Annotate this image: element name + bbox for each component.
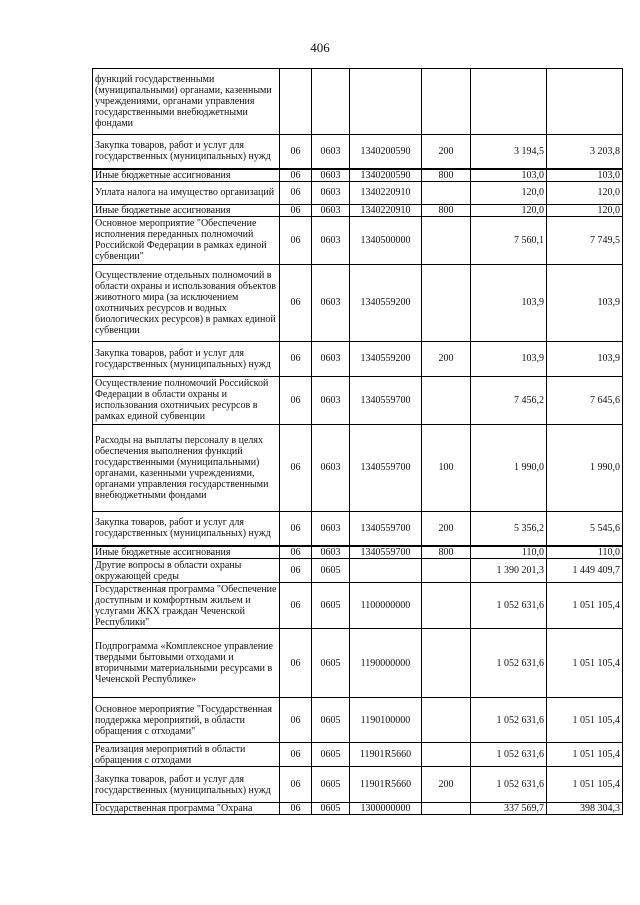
row-expense-type [422,803,471,815]
row-amount-year-2: 103,9 [547,341,623,376]
row-subsection: 0603 [312,181,350,204]
row-name: Государственная программа "Охрана [93,803,280,815]
row-target-code: 1340220910 [350,181,422,204]
row-amount-year-1 [471,69,547,135]
row-subsection: 0603 [312,546,350,559]
row-amount-year-2 [547,69,623,135]
row-amount-year-1: 103,0 [471,169,547,182]
row-name: Иные бюджетные ассигнования [93,546,280,559]
table-row [93,181,623,204]
row-target-code: 1340559200 [350,341,422,376]
row-name: Закупка товаров, работ и услуг для государственных (муниципальных) нужд [93,511,280,546]
row-target-code: 1100000000 [350,583,422,629]
row-section [280,69,312,135]
row-amount-year-1: 3 194,5 [471,135,547,169]
row-expense-type: 200 [422,135,471,169]
row-amount-year-1: 120,0 [471,181,547,204]
row-expense-type [422,583,471,629]
row-amount-year-1: 1 052 631,6 [471,629,547,698]
row-amount-year-2: 103,9 [547,264,623,341]
row-name: Государственная программа "Обеспечение доступным и комфортным жильем и услугами ЖКХ граждан Чеченской Республики" [93,583,280,629]
row-target-code: 1340200590 [350,169,422,182]
row-subsection: 0603 [312,376,350,424]
row-section: 06 [280,216,312,264]
row-amount-year-1: 7 456,2 [471,376,547,424]
row-subsection: 0603 [312,511,350,546]
row-amount-year-1: 1 990,0 [471,424,547,511]
row-expense-type [422,69,471,135]
row-target-code: 1340200590 [350,135,422,169]
row-amount-year-2: 120,0 [547,181,623,204]
row-expense-type [422,559,471,583]
row-amount-year-1: 1 052 631,6 [471,743,547,767]
row-target-code: 11901R5660 [350,743,422,767]
row-expense-type [422,376,471,424]
row-section: 06 [280,511,312,546]
row-name: Реализация мероприятий в области обращения с отходами [93,743,280,767]
row-subsection: 0605 [312,559,350,583]
table-row [93,629,623,698]
row-target-code: 1340220910 [350,204,422,216]
row-expense-type [422,698,471,743]
row-amount-year-2: 1 051 105,4 [547,583,623,629]
row-amount-year-2: 1 051 105,4 [547,743,623,767]
row-amount-year-1: 1 390 201,3 [471,559,547,583]
row-name: Иные бюджетные ассигнования [93,169,280,182]
row-amount-year-2: 1 051 105,4 [547,629,623,698]
row-subsection: 0603 [312,341,350,376]
row-amount-year-1: 1 052 631,6 [471,698,547,743]
row-amount-year-1: 7 560,1 [471,216,547,264]
table-row [93,424,623,511]
row-subsection: 0603 [312,264,350,341]
budget-table-body [93,69,623,815]
row-subsection: 0605 [312,629,350,698]
row-amount-year-1: 103,9 [471,341,547,376]
row-expense-type: 200 [422,767,471,803]
table-row [93,341,623,376]
row-subsection: 0603 [312,169,350,182]
row-name: Закупка товаров, работ и услуг для государственных (муниципальных) нужд [93,341,280,376]
row-expense-type: 200 [422,511,471,546]
row-subsection: 0603 [312,204,350,216]
row-section: 06 [280,559,312,583]
row-target-code: 1340559700 [350,424,422,511]
row-expense-type: 800 [422,204,471,216]
row-amount-year-1: 103,9 [471,264,547,341]
row-expense-type: 800 [422,546,471,559]
row-section: 06 [280,424,312,511]
table-row [93,546,623,559]
row-target-code: 1340559200 [350,264,422,341]
row-name: Иные бюджетные ассигнования [93,204,280,216]
row-section: 06 [280,169,312,182]
row-target-code: 1190000000 [350,629,422,698]
table-row [93,767,623,803]
row-section: 06 [280,135,312,169]
row-expense-type [422,629,471,698]
row-section: 06 [280,181,312,204]
row-amount-year-1: 110,0 [471,546,547,559]
row-name: Расходы на выплаты персоналу в целях обеспечения выполнения функций государственными (муниципальными) органами, казенными учреждениями, органами управления государственными внебюджетными фондами [93,424,280,511]
row-section: 06 [280,629,312,698]
row-target-code: 1340500000 [350,216,422,264]
row-amount-year-2: 7 645,6 [547,376,623,424]
row-expense-type [422,743,471,767]
row-subsection: 0603 [312,135,350,169]
row-name: Закупка товаров, работ и услуг для государственных (муниципальных) нужд [93,767,280,803]
table-row [93,264,623,341]
table-row [93,583,623,629]
row-section: 06 [280,803,312,815]
table-row [93,559,623,583]
row-expense-type: 100 [422,424,471,511]
row-subsection: 0605 [312,583,350,629]
row-target-code: 1340559700 [350,376,422,424]
row-section: 06 [280,583,312,629]
table-row [93,69,623,135]
row-name: Подпрограмма «Комплексное управление твердыми бытовыми отходами и вторичными материальными ресурсами в Чеченской Республике» [93,629,280,698]
row-name: Основное мероприятие "Обеспечение исполнения переданных полномочий Российской Федерации в рамках единой субвенции" [93,216,280,264]
row-amount-year-2: 7 749,5 [547,216,623,264]
table-row [93,135,623,169]
row-name: Осуществление полномочий Российской Федерации в области охраны и использования охотничьих ресурсов в рамках единой субвенции [93,376,280,424]
row-expense-type: 200 [422,341,471,376]
table-row [93,803,623,815]
row-amount-year-1: 120,0 [471,204,547,216]
table-row [93,216,623,264]
row-amount-year-1: 1 052 631,6 [471,767,547,803]
row-name: Основное мероприятие "Государственная поддержка мероприятий, в области обращения с отходами" [93,698,280,743]
row-section: 06 [280,264,312,341]
row-amount-year-2: 1 051 105,4 [547,698,623,743]
row-section: 06 [280,767,312,803]
row-name: Другие вопросы в области охраны окружающей среды [93,559,280,583]
row-amount-year-2: 5 545,6 [547,511,623,546]
row-amount-year-2: 3 203,8 [547,135,623,169]
row-name: функций государственными (муниципальными) органами, казенными учреждениями, органами управления государственными внебюджетными фондами [93,69,280,135]
row-subsection: 0605 [312,767,350,803]
row-target-code: 1340559700 [350,511,422,546]
row-target-code: 1190100000 [350,698,422,743]
table-row [93,169,623,182]
row-expense-type [422,264,471,341]
row-amount-year-2: 120,0 [547,204,623,216]
row-amount-year-1: 1 052 631,6 [471,583,547,629]
row-section: 06 [280,341,312,376]
row-amount-year-2: 1 990,0 [547,424,623,511]
row-section: 06 [280,204,312,216]
row-expense-type: 800 [422,169,471,182]
row-subsection: 0603 [312,216,350,264]
row-section: 06 [280,698,312,743]
table-row [93,511,623,546]
row-target-code: 1340559700 [350,546,422,559]
table-row [93,204,623,216]
row-amount-year-2: 1 051 105,4 [547,767,623,803]
row-subsection: 0605 [312,743,350,767]
row-amount-year-1: 337 569,7 [471,803,547,815]
row-name: Уплата налога на имущество организаций [93,181,280,204]
row-amount-year-2: 398 304,3 [547,803,623,815]
row-target-code [350,559,422,583]
row-name: Осуществление отдельных полномочий в области охраны и использования объектов животного мира (за исключением охотничьих ресурсов и водных биологических ресурсов) в рамках единой субвенции [93,264,280,341]
row-subsection [312,69,350,135]
row-target-code: 1300000000 [350,803,422,815]
page-number: 406 [310,40,330,55]
row-amount-year-2: 110,0 [547,546,623,559]
row-expense-type [422,216,471,264]
row-target-code [350,69,422,135]
row-expense-type [422,181,471,204]
row-subsection: 0603 [312,424,350,511]
row-section: 06 [280,376,312,424]
budget-table [92,68,623,815]
row-amount-year-2: 1 449 409,7 [547,559,623,583]
row-amount-year-1: 5 356,2 [471,511,547,546]
table-row [93,698,623,743]
row-subsection: 0605 [312,698,350,743]
row-amount-year-2: 103,0 [547,169,623,182]
row-section: 06 [280,546,312,559]
table-row [93,376,623,424]
row-subsection: 0605 [312,803,350,815]
row-name: Закупка товаров, работ и услуг для государственных (муниципальных) нужд [93,135,280,169]
row-section: 06 [280,743,312,767]
table-row [93,743,623,767]
row-target-code: 11901R5660 [350,767,422,803]
